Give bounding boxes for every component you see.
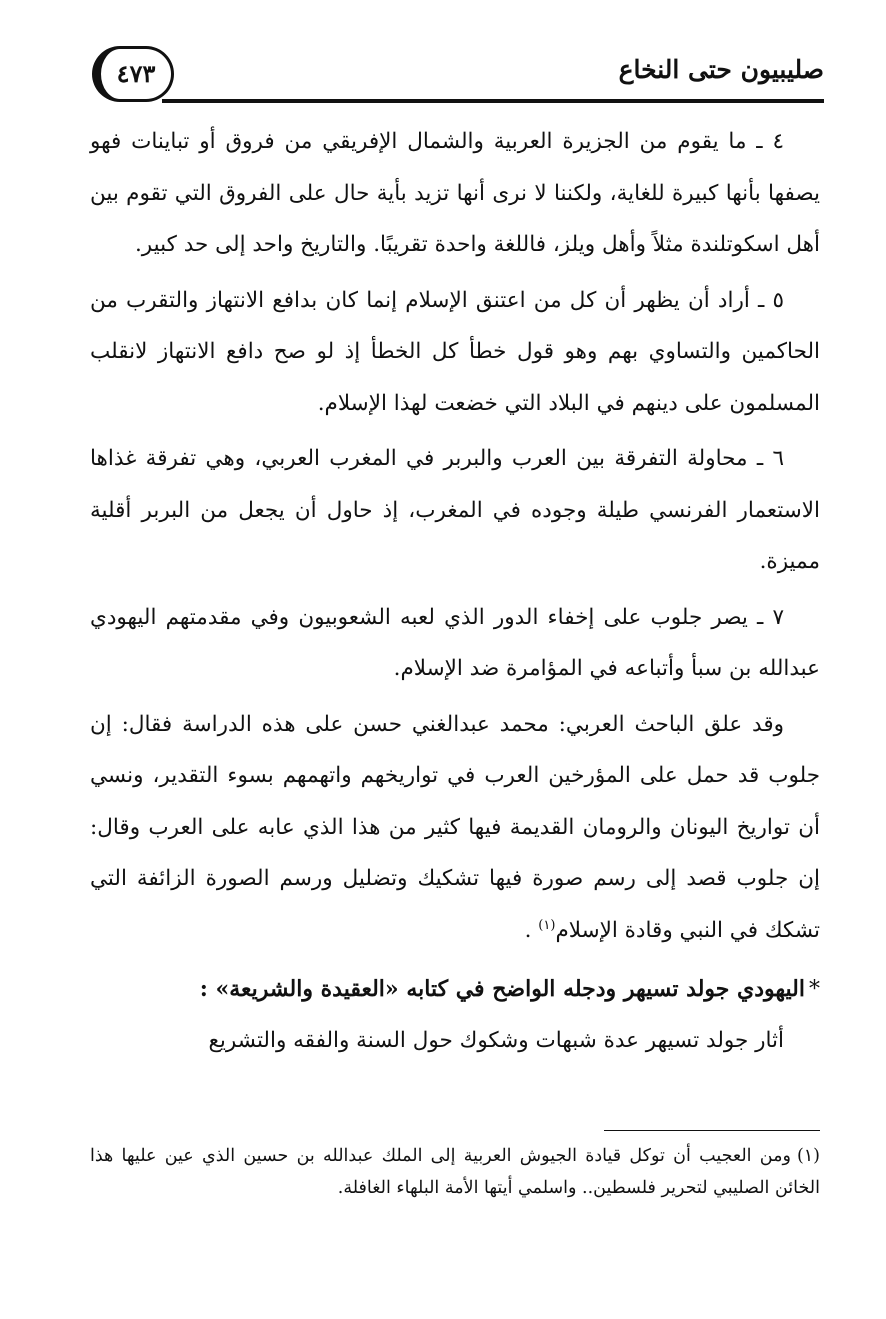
footnotes xyxy=(90,1140,820,1204)
footnote-separator xyxy=(604,1130,820,1131)
section-heading xyxy=(90,964,820,1015)
paragraph-point-6: ٦ ـ محاولة التفرقة بين العرب والبربر في المغرب العربي، وهي تفرقة غذاها الاستعمار الفرنسي طيلة وجوده في المغرب، إذ حاول أن يجعل من البربر أقلية مميزة. xyxy=(90,446,820,574)
paragraph-point-4: ٤ ـ ما يقوم من الجزيرة العربية والشمال الإفريقي من فروق أو تباينات فهو يصفها بأنها كبيرة للغاية، ولكننا لا نرى أنها تزيد بأية حال على الفروق التي تقوم بين أهل اسكوتلندة مثلاً وأهل ويلز، فاللغة واحدة تقريبًا. والتاريخ واحد إلى حد كبير. xyxy=(90,129,820,257)
asterisk-icon: * xyxy=(809,977,820,1002)
paragraph-point-7: ٧ ـ يصر جلوب على إخفاء الدور الذي لعبه الشعوبيون وفي مقدمتهم اليهودي عبدالله بن سبأ وأتباعه في المؤامرة ضد الإسلام. xyxy=(90,604,820,681)
page-number: ٤٧٣ xyxy=(116,59,156,88)
commentary-text: وقد علق الباحث العربي: محمد عبدالغني حسن على هذه الدراسة فقال: إن جلوب قد حمل على المؤرخين العرب في تواريخهم واتهمهم بسوء التقدير، ونسي أن تواريخ اليونان والرومان القديمة فيها كثير من هذا الذي عابه على العرب وقال: إن جلوب قصد إلى رسم صورة فيها تشكيك وتضليل ورسم الصورة الزائفة التي تشكك في النبي وقادة الإسلام xyxy=(90,711,820,943)
paragraph-point-5: ٥ ـ أراد أن يظهر أن كل من اعتنق الإسلام إنما كان بدافع الانتهاز والتقرب من الحاكمين والتساوي بهم وهو قول خطأ كل الخطأ إذ لو صح دافع الانتهاز لانقلب المسلمون على دينهم في البلاد التي خضعت لهذا الإسلام. xyxy=(90,287,820,416)
running-title: صليبيون حتى النخاع xyxy=(618,55,824,84)
section-heading-text: اليهودي جولد تسيهر ودجله الواضح في كتابه «العقيدة والشريعة» : xyxy=(199,976,805,1002)
footnote-number: (١) xyxy=(796,1146,820,1166)
page-header xyxy=(92,46,824,108)
paragraph-goldziher: أثار جولد تسيهر عدة شبهات وشكوك حول السنة والفقه والتشريع xyxy=(208,1028,784,1053)
header-rule xyxy=(162,99,824,103)
footnote-reference: (١) xyxy=(538,917,556,933)
footnote-1 xyxy=(90,1140,820,1204)
footnote-text: ومن العجيب أن توكل قيادة الجيوش العربية إلى الملك عبدالله بن حسين الذي عين عليها هذا الخائن الصليبي لتحرير فلسطين.. واسلمي أيتها الأمة البلهاء الغافلة. xyxy=(90,1146,820,1198)
page-number-badge xyxy=(92,46,174,102)
commentary-end: . xyxy=(524,917,539,943)
main-text xyxy=(90,116,820,1067)
paragraph-commentary xyxy=(90,699,820,957)
